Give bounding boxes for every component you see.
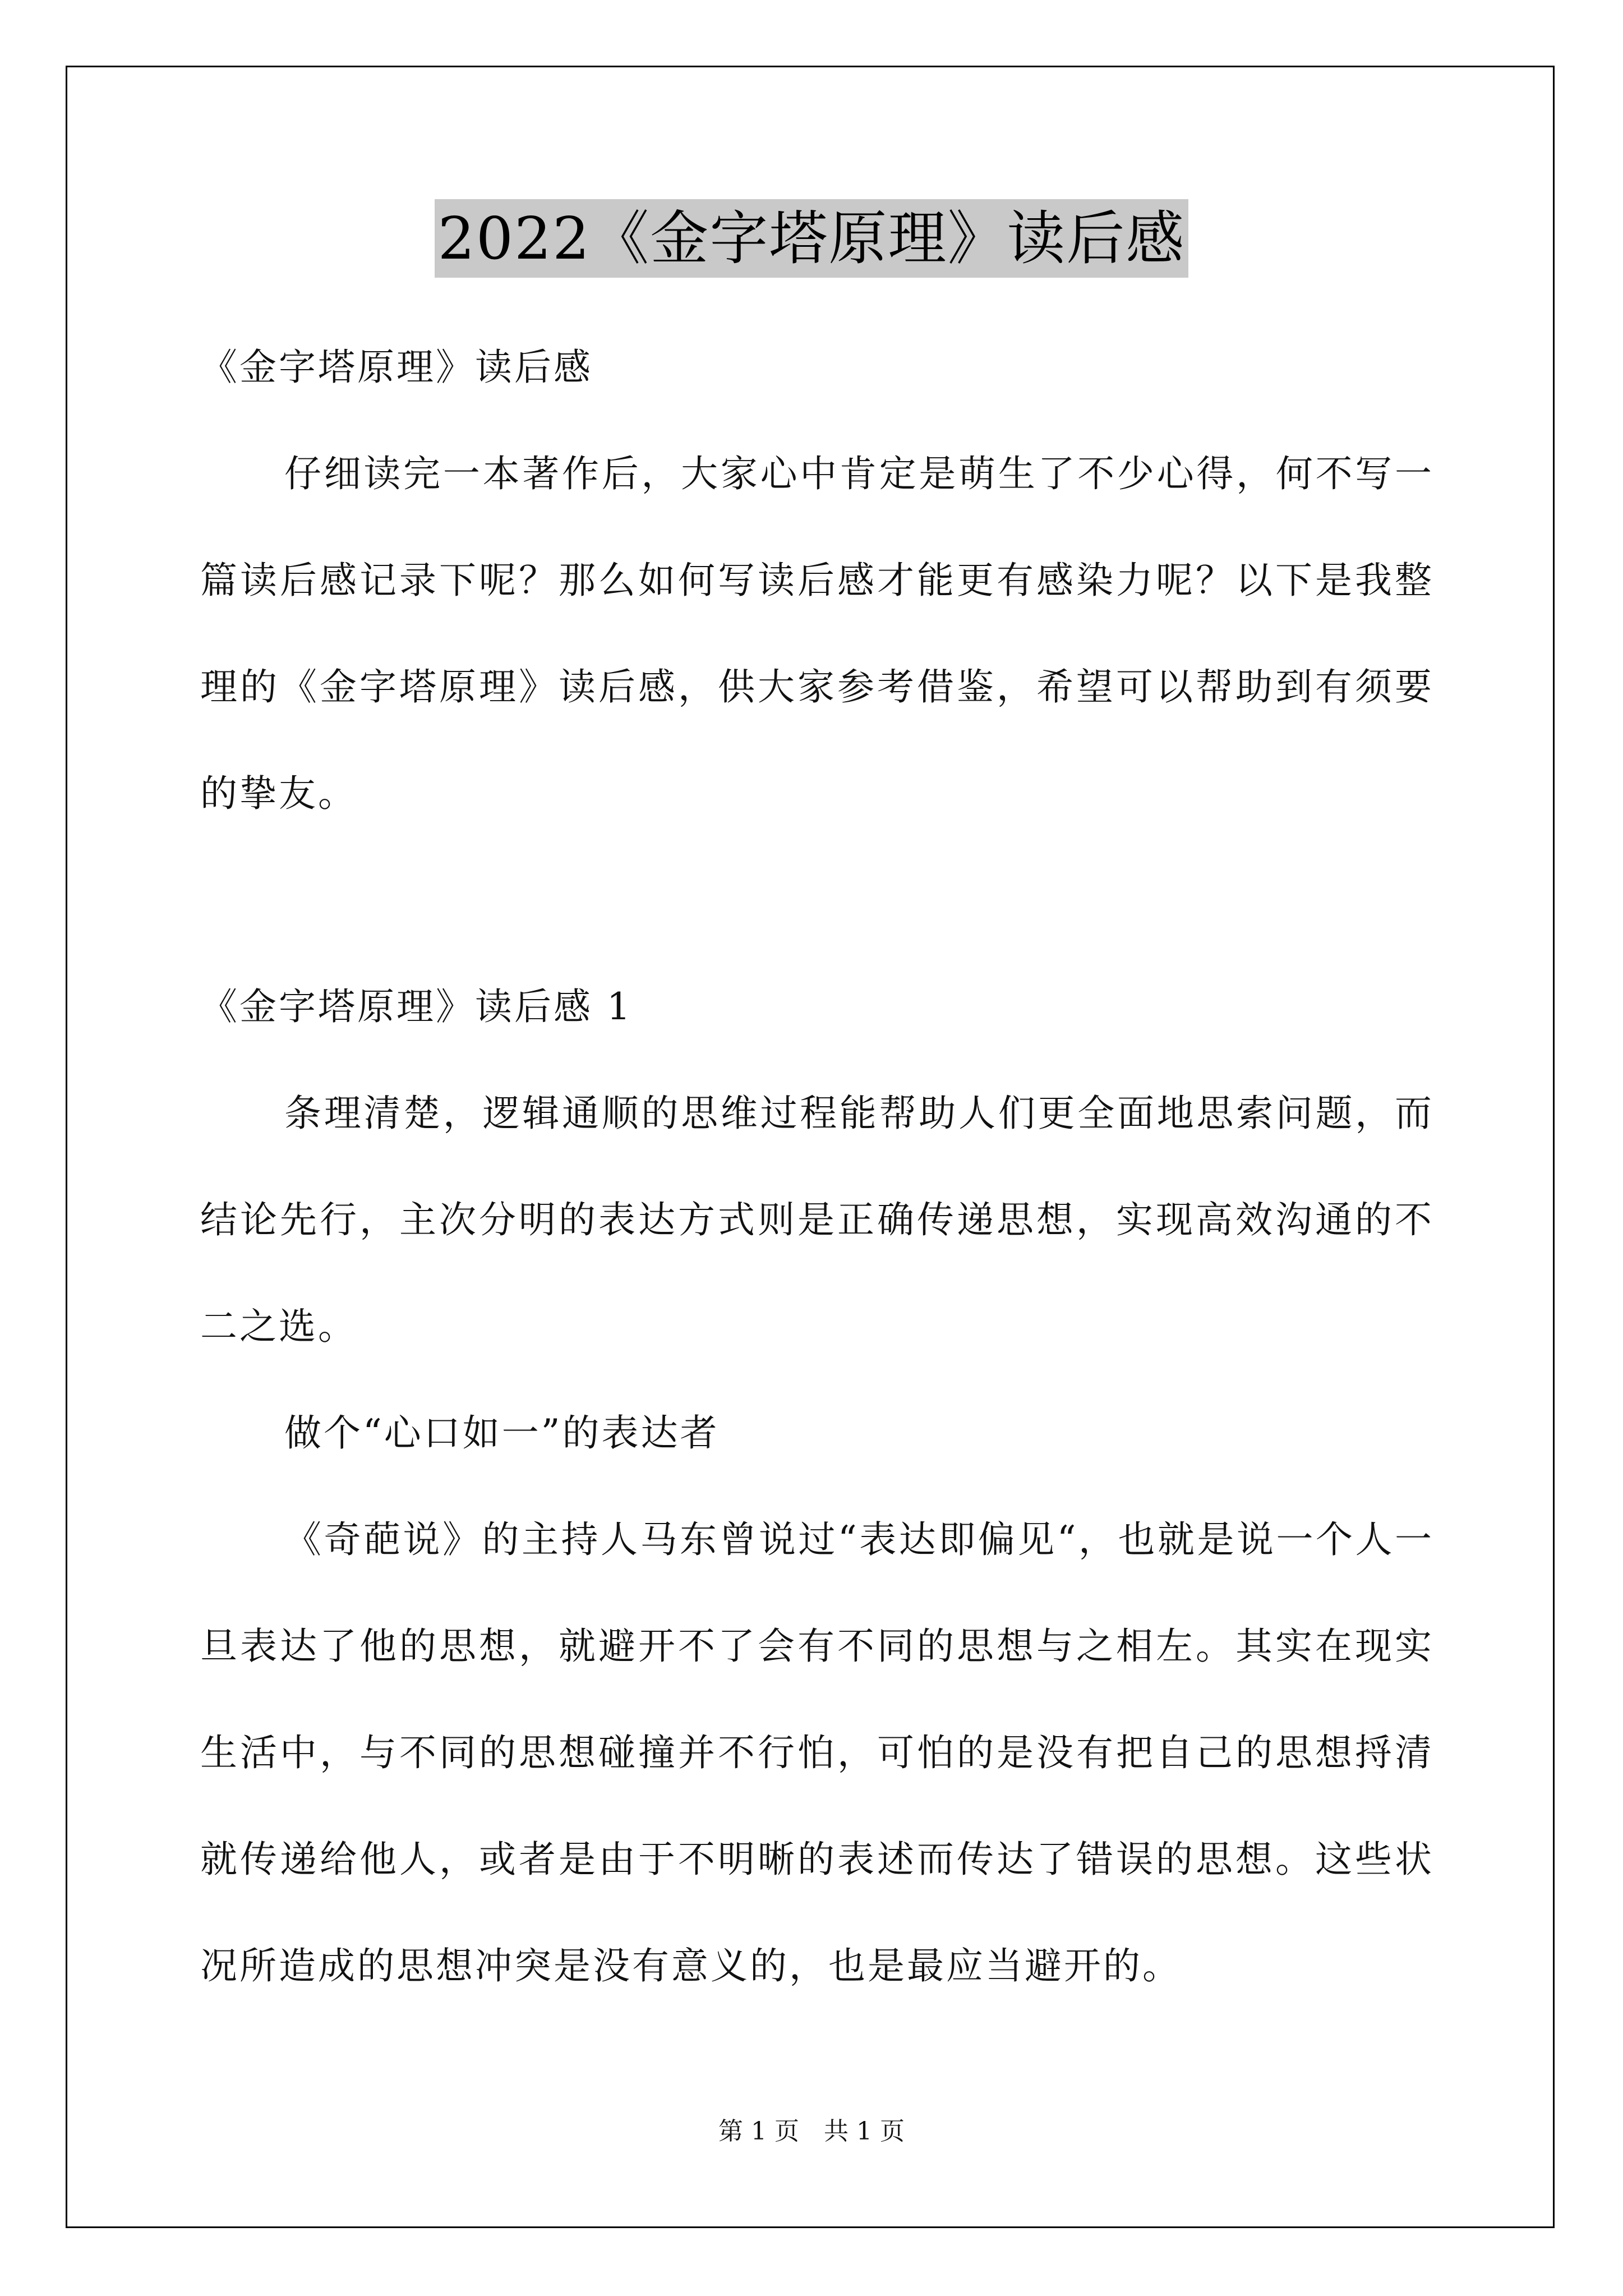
section-1-heading: 《金字塔原理》读后感 1 [200, 985, 633, 1028]
section-1-subheading: 做个“心口如一”的表达者 [284, 1411, 720, 1455]
document-title: 2022《金字塔原理》读后感 [435, 199, 1189, 278]
page-footer: 第 1 页 共 1 页 [718, 2117, 905, 2146]
intro-paragraph: 仔细读完一本著作后，大家心中肯定是萌生了不少心得，何不写一篇读后感记录下呢？那么如何写读后感才能更有感染力呢？以下是我整理的《金字塔原理》读后感，供大家参考借鉴，希望可以帮助到有须要的挚友。 [200, 452, 1434, 815]
intro-heading: 《金字塔原理》读后感 [200, 346, 593, 389]
document-body [200, 314, 1434, 2019]
section-1-paragraph-1: 条理清楚，逻辑通顺的思维过程能帮助人们更全面地思索问题，而结论先行，主次分明的表达方式则是正确传递思想，实现高效沟通的不二之选。 [200, 1092, 1434, 1348]
section-1-paragraph-2: 《奇葩说》的主持人马东曾说过“表达即偏见“，也就是说一个人一旦表达了他的思想，就避开不了会有不同的思想与之相左。其实在现实生活中，与不同的思想碰撞并不行怕，可怕的是没有把自己的思想捋清就传递给他人，或者是由于不明晰的表述而传达了错误的思想。这些状况所造成的思想冲突是没有意义的，也是最应当避开的。 [200, 1518, 1434, 1987]
title-wrap [0, 199, 1623, 278]
section-spacer [200, 847, 1434, 954]
